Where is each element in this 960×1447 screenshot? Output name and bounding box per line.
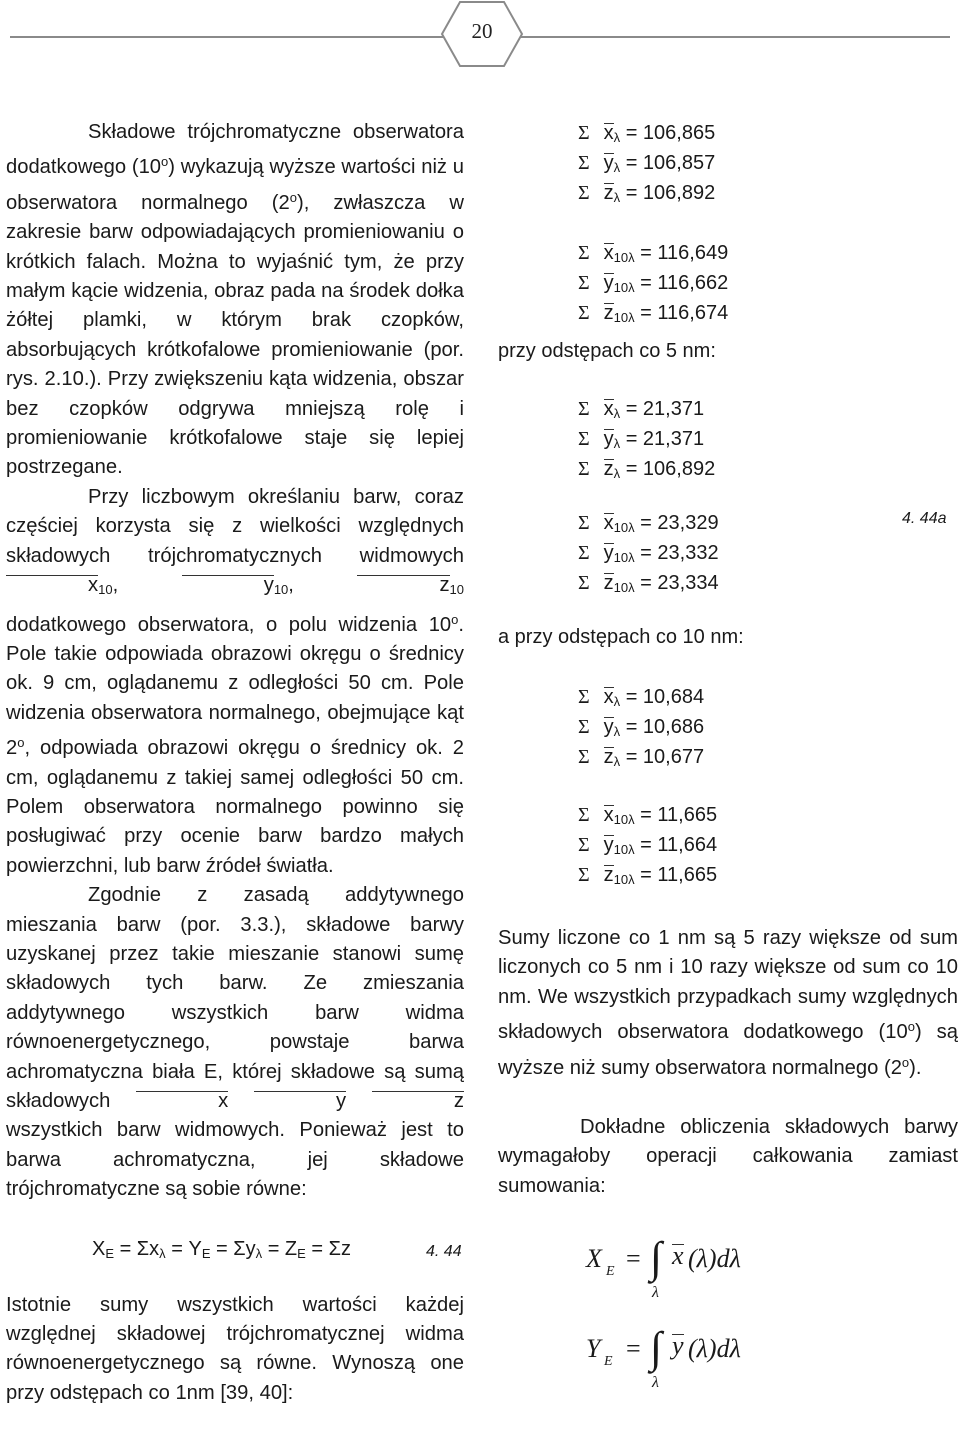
paragraph-5: Sumy liczone co 1 nm są 5 razy większe od sum liczonych co 5 nm i 10 razy większe od sum co 10 nm. We wszystkich przypadkach sumy względnych składowych obserwatora dodatkowego (10$^o$) są wyższe niż sumy obserwatora normalnego (2$^o$).	[498, 927, 958, 1079]
sigma-icon: Σ	[578, 182, 590, 204]
sum-variable: x	[603, 804, 614, 826]
sum-line: Σ $x_{10\lambda} = 11,665$	[578, 804, 718, 827]
sum-value: = 10,677	[620, 746, 705, 768]
sum-variable: x	[603, 512, 614, 534]
sigma-icon: Σ	[578, 864, 590, 886]
page-number: 20	[471, 19, 493, 43]
paragraph-6: Dokładne obliczenia składowych barwy wymagałoby operacji całkowania zamiast sumowania:	[498, 1116, 958, 1197]
sums-10nm-standard	[498, 682, 958, 772]
integral-X: X E = ∫ λ x (λ)dλ	[586, 1233, 741, 1301]
sum-value: = 106,857	[620, 152, 716, 174]
equation-tag: 4. 44	[426, 1242, 462, 1260]
integral-Y: Y E = ∫ λ y (λ)dλ	[586, 1323, 741, 1391]
sum-line: Σ $y_{10\lambda} = 23,332$	[578, 542, 719, 565]
sigma-icon: Σ	[578, 542, 590, 564]
sum-line: Σ $y_{10\lambda} = 11,664$	[578, 834, 718, 857]
sum-line: Σ $x_{10\lambda} = 116,649$	[578, 242, 729, 265]
sum-value: = 23,334	[634, 572, 719, 594]
sum-line: Σ $y_{10\lambda} = 116,662$	[578, 272, 729, 295]
paragraph-3: Zgodnie z zasadą addytywnego mieszania barw (por. 3.3.), składowe barwy uzyskanej przez takie mieszanie stanowi sumę składowych tych barw. Ze zmieszania addytywnego wszystkich barw widma równoenergetycznego, powstaje barwa achromatyczna biała E, której składowe są sumą składowych x y z wszystkich barw widmowych. Ponieważ jest to barwa achromatyczna, jej składowe trójchromatyczne są sobie równe:	[6, 884, 465, 1201]
sum-variable: y	[603, 542, 614, 564]
sum-variable: x	[603, 686, 614, 708]
sum-variable: x	[603, 398, 614, 420]
sum-variable: y	[603, 716, 614, 738]
equation-4-44	[6, 1205, 464, 1275]
sum-variable: x	[603, 122, 614, 144]
sigma-icon: Σ	[578, 834, 590, 856]
sigma-icon: Σ	[578, 242, 590, 264]
sums-1nm-standard	[498, 118, 958, 208]
sum-value: = 21,371	[620, 398, 705, 420]
sum-line: Σ $x_\lambda = 10,684$	[578, 686, 705, 709]
label-5nm: przy odstępach co 5 nm:	[498, 340, 716, 362]
paragraph-1: Składowe trójchromatyczne obserwatora dodatkowego (10$^o$) wykazują wyższe wartości niż u obserwatora normalnego (2$^o$), zwłaszcza w zakresie barw odpowiadających promieniowaniu o krótkich falach. Można to wyjaśnić tym, że przy małym kącie widzenia, obraz pada na środek dołka żółtej plamki, w którym brak czopków, absorbujących krótkofalowe promieniowanie (por. rys. 2.10.). Przy zwiększeniu kąta widzenia, obszar bez czopków odgrywa mniejszą rolę i promieniowanie krótkofalowe staje się lepiej postrzegane.	[6, 121, 465, 479]
sum-variable: z	[603, 746, 614, 768]
sum-variable: z	[603, 572, 614, 594]
paragraph-2: Przy liczbowym określaniu barw, coraz częściej korzysta się z wielkości względnych składowych trójchromatycznych widmowych $x_{10}$, $y_{10}$, $z_{10}$ dodatkowego obserwatora, o polu widzenia 10$^o$. Pole takie odpowiada obrazowi okręgu o średnicy ok. 9 cm, oglądanemu z odległości 50 cm. Pole widzenia obserwatora normalnego, obejmujące kąt 2$^o$, odpowiada obrazowi okręgu o średnicy ok. 2 cm, oglądanemu z takiej samej odległości 50 cm. Polem obserwatora normalnego powinno się posługiwać przy ocenie barw bardzo małych powierzchni, lub barw źródeł światła.	[6, 485, 464, 877]
integral-icon: ∫	[650, 1233, 663, 1282]
sum-value: = 23,329	[634, 512, 719, 534]
sum-variable: x	[603, 242, 614, 264]
sum-variable: z	[603, 302, 614, 324]
sums-1nm-supplementary	[498, 238, 958, 328]
sum-line: Σ $y_\lambda = 106,857$	[578, 152, 716, 175]
sum-value: = 23,332	[634, 542, 719, 564]
sum-value: = 10,686	[620, 716, 705, 738]
sum-value: = 106,865	[620, 122, 716, 144]
sigma-icon: Σ	[578, 746, 590, 768]
sum-line: Σ $x_{10\lambda} = 23,329$	[578, 512, 719, 535]
sigma-icon: Σ	[578, 804, 590, 826]
equation-sum-equality: $X_E = \Sigma x_\lambda = Y_E = \Sigma y_\lambda = Z_E = \Sigma z$	[92, 1237, 351, 1261]
sigma-icon: Σ	[578, 122, 590, 144]
sigma-icon: Σ	[578, 512, 590, 534]
sum-value: = 10,684	[620, 686, 705, 708]
label-10nm: a przy odstępach co 10 nm:	[498, 626, 744, 648]
sigma-icon: Σ	[578, 686, 590, 708]
sum-value: = 11,665	[634, 864, 718, 886]
sum-line: Σ $x_\lambda = 106,865$	[578, 122, 716, 145]
sigma-icon: Σ	[578, 572, 590, 594]
sum-line: Σ $z_{10\lambda} = 116,674$	[578, 302, 729, 325]
integral-icon: ∫	[650, 1323, 663, 1372]
sigma-icon: Σ	[578, 302, 590, 324]
sigma-icon: Σ	[578, 428, 590, 450]
page-number-badge	[440, 0, 524, 68]
sum-value: = 106,892	[620, 182, 716, 204]
sum-line: Σ $z_\lambda = 106,892$	[578, 182, 716, 205]
sum-line: Σ $y_\lambda = 10,686$	[578, 716, 705, 739]
left-column	[6, 118, 464, 1408]
sigma-icon: Σ	[578, 716, 590, 738]
sum-variable: y	[603, 428, 614, 450]
sum-variable: y	[603, 834, 614, 856]
sum-line: Σ $z_{10\lambda} = 11,665$	[578, 864, 718, 887]
sum-variable: z	[603, 182, 614, 204]
sum-value: = 106,892	[620, 458, 716, 480]
sum-value: = 116,674	[634, 302, 729, 324]
sums-5nm-supplementary	[498, 508, 958, 598]
sum-value: = 11,665	[634, 804, 718, 826]
sum-line: Σ $z_\lambda = 10,677$	[578, 746, 705, 769]
sigma-icon: Σ	[578, 458, 590, 480]
sum-variable: y	[603, 152, 614, 174]
sigma-icon: Σ	[578, 272, 590, 294]
sigma-icon: Σ	[578, 152, 590, 174]
sum-line: Σ $x_\lambda = 21,371$	[578, 398, 705, 421]
sum-value: = 11,664	[634, 834, 718, 856]
equation-tag-44a: 4. 44a	[902, 510, 947, 527]
sum-variable: z	[603, 864, 614, 886]
sum-line: Σ $z_{10\lambda} = 23,334$	[578, 572, 719, 595]
sums-5nm-standard	[498, 394, 958, 484]
sum-line: Σ $z_\lambda = 106,892$	[578, 458, 716, 481]
sum-line: Σ $y_\lambda = 21,371$	[578, 428, 705, 451]
right-column	[498, 118, 958, 1201]
sum-value: = 21,371	[620, 428, 705, 450]
sum-value: = 116,662	[634, 272, 729, 294]
sigma-icon: Σ	[578, 398, 590, 420]
sum-variable: z	[603, 458, 614, 480]
paragraph-4: Istotnie sumy wszystkich wartości każdej względnej składowej trójchromatycznej widma równoenergetycznego są równe. Wynoszą one przy odstępach co 1nm [39, 40]:	[6, 1293, 464, 1404]
sum-variable: y	[603, 272, 614, 294]
sums-10nm-supplementary	[498, 800, 958, 890]
sum-value: = 116,649	[634, 242, 729, 264]
